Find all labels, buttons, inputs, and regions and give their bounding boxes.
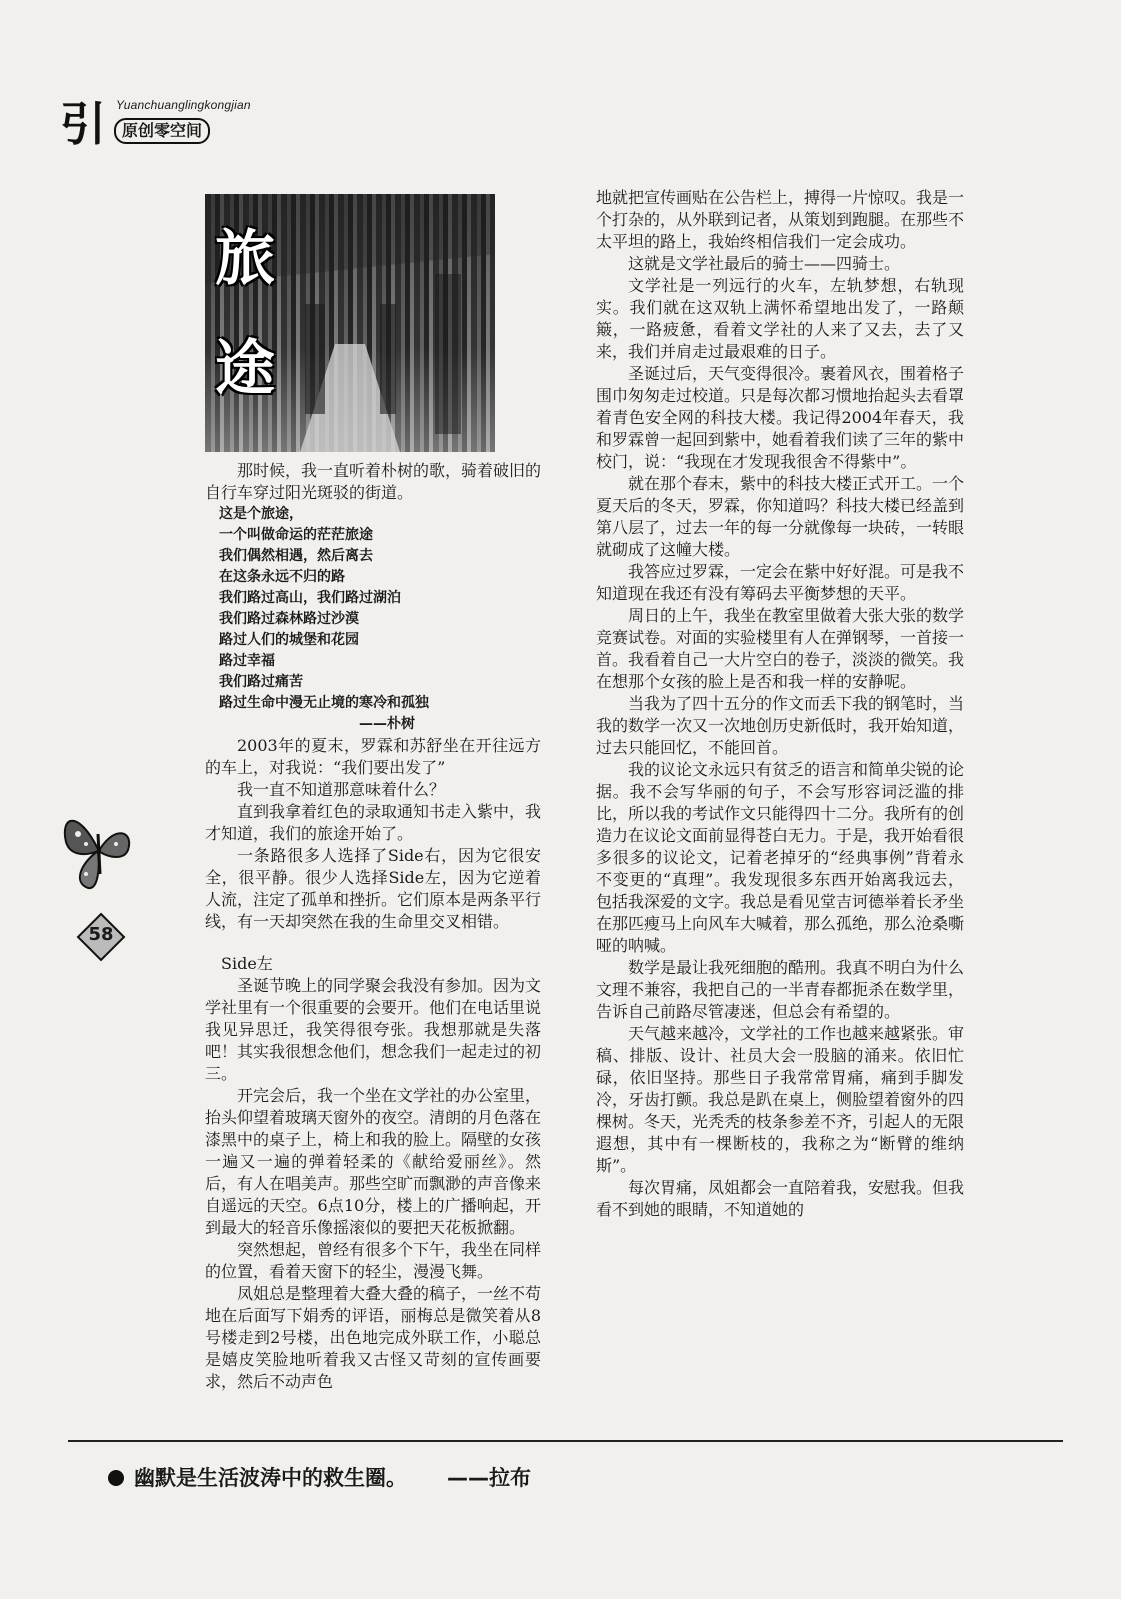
- paragraph: 我的议论文永远只有贫乏的语言和简单尖锐的论据。我不会写华丽的句子，不会写形容词泛滥的排比，所以我的考试作文只能得四十二分。我所有的创造力在议论文面前显得苍白无力。于是，我开始看很多很多的议论文，记着老掉牙的“经典事例”背着永不变更的“真理”。我发现很多东西开始离我远去，包括我深爱的文字。我总是看见堂吉诃德举着长矛坐在那匹瘦马上向风车大喊着，那么孤绝，那么沧桑嘶哑的呐喊。: [596, 760, 965, 955]
- paragraph: 天气越来越冷，文学社的工作也越来越紧张。审稿、排版、设计、社员大会一股脑的涌来。依旧忙碌，依旧坚持。那些日子我常常胃痛，痛到手脚发冷，牙齿打颤。我总是趴在桌上，侧脸望着窗外的四棵树。冬天，光秃秃的枝条参差不齐，引起人的无限遐想，其中有一棵断枝的，我称之为“断臂的维纳斯”。: [596, 1024, 965, 1175]
- paragraph: 每次胃痛，凤姐都会一直陪着我，安慰我。但我看不到她的眼睛，不知道她的: [596, 1178, 965, 1219]
- footer-quote: [108, 1462, 531, 1492]
- poem-line: 我们偶然相遇，然后离去: [219, 548, 373, 564]
- paragraph: 一条路很多人选择了Side右，因为它很安全，很平静。很少人选择Side左，因为它逆着人流，注定了孤单和挫折。它们原本是两条平行线，有一天却突然在我的生命里交叉相错。: [205, 846, 542, 931]
- paragraph: 我一直不知道那意味着什么？: [237, 780, 446, 799]
- section-pinyin: Yuanchuanglingkongjian: [116, 98, 251, 112]
- title-photo: [205, 194, 495, 452]
- left-column: [205, 460, 541, 1393]
- butterfly-icon: [58, 804, 138, 894]
- poem-attribution: ——朴树: [359, 716, 415, 732]
- magazine-header: [60, 90, 320, 160]
- poem-line: 一个叫做命运的茫茫旅途: [219, 527, 373, 543]
- paragraph: 凤姐总是整理着大叠大叠的稿子，一丝不苟地在后面写下娟秀的评语，丽梅总是微笑着从8号楼走到2号楼，出色地完成外联工作，小聪总是嬉皮笑脸地听着我又古怪又苛刻的宣传画要求，然后不动声色: [205, 1284, 542, 1391]
- poem-line: 我们路过森林路过沙漠: [219, 611, 359, 627]
- section-title: 原创零空间: [114, 118, 210, 144]
- poem-line: 路过人们的城堡和花园: [219, 632, 359, 648]
- paragraph: 那时候，我一直听着朴树的歌，骑着破旧的自行车穿过阳光斑驳的街道。: [205, 461, 542, 502]
- section-heading: Side左: [221, 954, 273, 973]
- bullet-icon: [108, 1470, 124, 1486]
- paragraph: 就在那个春末，紫中的科技大楼正式开工。一个夏天后的冬天，罗霖，你知道吗？科技大楼已经盖到第八层了，过去一年的每一分就像每一块砖，一转眼就砌成了这幢大楼。: [596, 474, 965, 559]
- paragraph: 文学社是一列远行的火车，左轨梦想，右轨现实。我们就在这双轨上满怀希望地出发了，一路颠簸，一路疲惫，看着文学社的人来了又去，去了又来，我们并肩走过最艰难的日子。: [596, 276, 964, 361]
- right-column: [596, 187, 964, 1221]
- photo-title-char-1: 旅: [215, 224, 275, 294]
- poem-line: 这是个旅途，: [219, 506, 303, 522]
- page-number: 58: [88, 924, 114, 945]
- poem-line: 在这条永远不归的路: [219, 569, 345, 585]
- paragraph: 当我为了四十五分的作文而丢下我的钢笔时，当我的数学一次又一次地创历史新低时，我开始知道，过去只能回忆，不能回首。: [596, 694, 965, 757]
- paragraph: 圣诞节晚上的同学聚会我没有参加。因为文学社里有一个很重要的会要开。他们在电话里说我见异思迁，我笑得很夸张。我想那就是失落吧！其实我很想念他们，想念我们一起走过的初三。: [205, 976, 542, 1083]
- section-logo-icon: 引: [60, 97, 106, 151]
- photo-title-char-2: 途: [215, 334, 275, 404]
- poem-line: 路过幸福: [219, 653, 275, 669]
- paragraph: 开完会后，我一个坐在文学社的办公室里，抬头仰望着玻璃天窗外的夜空。清朗的月色落在漆黑中的桌子上，椅上和我的脸上。隔壁的女孩一遍又一遍的弹着轻柔的《献给爱丽丝》。然后，有人在唱美声。那些空旷而飘渺的声音像来自遥远的天空。6点10分，楼上的广播响起，开到最大的轻音乐像摇滚似的要把天花板掀翻。: [205, 1086, 542, 1237]
- poem-line: 路过生命中漫无止境的寒冷和孤独: [219, 695, 429, 711]
- paragraph: 直到我拿着红色的录取通知书走入紫中，我才知道，我们的旅途开始了。: [205, 802, 542, 843]
- paragraph: 2003年的夏末，罗霖和苏舒坐在开往远方的车上，对我说：“我们要出发了”: [205, 736, 541, 777]
- paragraph: 周日的上午，我坐在教室里做着大张大张的数学竞赛试卷。对面的实验楼里有人在弹钢琴，一首接一首。我看着自己一大片空白的卷子，淡淡的微笑。我在想那个女孩的脸上是否和我一样的安静呢。: [596, 606, 965, 691]
- paragraph: 我答应过罗霖，一定会在紫中好好混。可是我不知道现在我还有没有筹码去平衡梦想的天平。: [596, 562, 965, 603]
- paragraph: 这就是文学社最后的骑士——四骑士。: [628, 254, 901, 273]
- paragraph: 地就把宣传画贴在公告栏上，搏得一片惊叹。我是一个打杂的，从外联到记者，从策划到跑腿。在那些不太平坦的路上，我始终相信我们一定会成功。: [596, 188, 965, 251]
- paragraph: 突然想起，曾经有很多个下午，我坐在同样的位置，看着天窗下的轻尘，漫漫飞舞。: [205, 1240, 542, 1281]
- paragraph: 数学是最让我死细胞的酷刑。我真不明白为什么文理不兼容，我把自己的一半青春都扼杀在数学里，告诉自己前路尽管凄迷，但总会有希望的。: [596, 958, 965, 1021]
- quote-author: ——拉布: [447, 1466, 531, 1490]
- poem-line: 我们路过痛苦: [219, 674, 303, 690]
- poem: [219, 504, 541, 735]
- quote-text: 幽默是生活波涛中的救生圈。: [134, 1466, 407, 1490]
- paragraph: 圣诞过后，天气变得很冷。裹着风衣，围着格子围巾匆匆走过校道。只是每次都习惯地抬起头去看罩着青色安全网的科技大楼。我记得2004年春天，我和罗霖曾一起回到紫中，她看着我们读了三年的紫中校门，说：“我现在才发现我很舍不得紫中”。: [596, 364, 965, 471]
- poem-line: 我们路过高山，我们路过湖泊: [219, 590, 401, 606]
- footer-divider: [68, 1440, 1063, 1442]
